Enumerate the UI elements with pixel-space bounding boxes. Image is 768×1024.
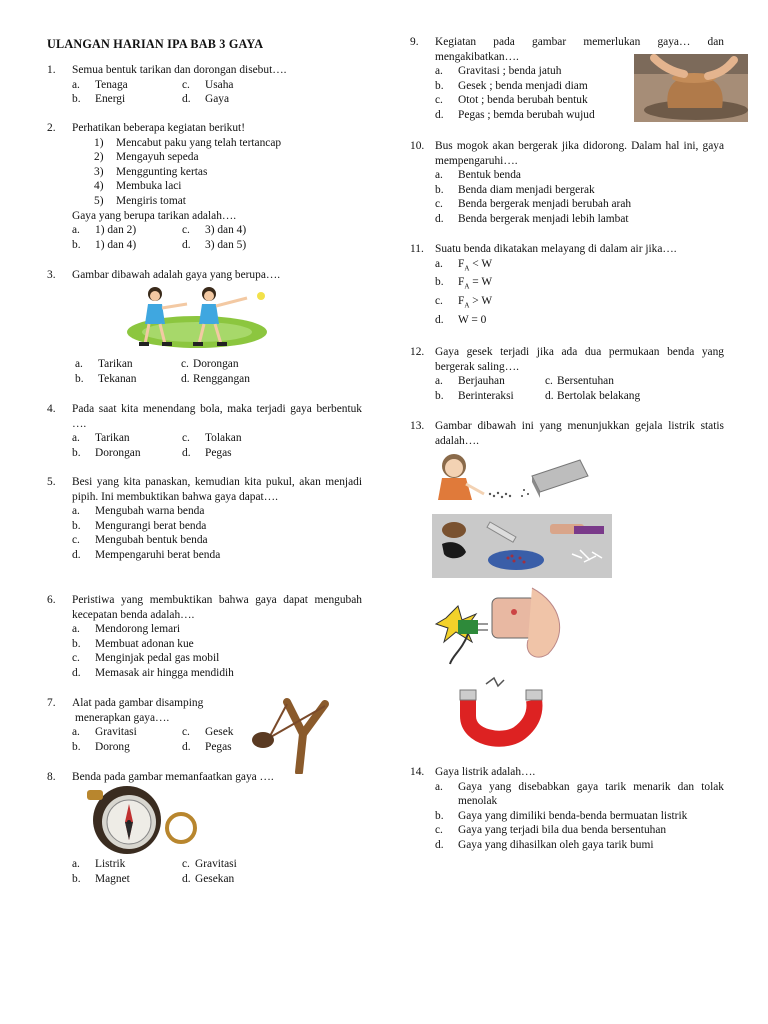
option-letter: a. [435,65,443,78]
option-letter: a. [435,257,443,270]
option-letter: b. [72,872,81,885]
option-letter: c. [182,78,190,91]
option-b: $F_A = W$ [458,276,493,291]
question-stem: Kegiatan pada gambar memerlukan gaya… dan mengakibatkan…. [435,36,724,63]
question-number: 7. [47,697,56,709]
option-a: Tenaga [95,78,128,91]
compass-image [79,784,201,856]
option-d: Pegas [205,446,232,459]
option-a: Gaya yang disebabkan gaya tarik menarik dan tolak menolak [458,780,724,808]
list-item: Menggunting kertas [116,165,208,178]
question-stem: Besi yang kita panaskan, kemudian kita pukul, akan menjadi pipih. Ini membuktikan bahwa gaya dapat…. [72,476,362,503]
question-6 [47,593,362,681]
option-c: 3) dan 4) [205,224,247,237]
electric-plug-image [432,584,572,668]
option-b: Dorongan [95,446,141,459]
option-letter: b. [435,389,444,402]
question-stem: Peristiwa yang membuktikan bahwa gaya dapat mengubah kecepatan benda adalah…. [72,594,362,621]
question-number: 6. [47,594,56,606]
question-number: 10. [410,140,425,152]
option-c: Bersentuhan [557,375,614,388]
option-letter: d. [435,314,444,327]
option-letter: a. [72,432,80,445]
option-b: Gaya yang dimiliki benda-benda bermuatan listrik [458,809,688,822]
option-c: Benda bergerak menjadi berubah arah [458,198,632,211]
option-b: Magnet [95,872,130,885]
option-a: Berjauhan [458,375,505,388]
list-item: Mengiris tomat [116,194,186,207]
question-stem: Gaya listrik adalah…. [435,766,536,778]
option-a: 1) dan 2) [95,224,137,237]
option-d: W = 0 [458,314,487,327]
option-letter: a. [435,169,443,182]
option-letter: c. [435,824,443,837]
question-stem: Perhatikan beberapa kegiatan berikut! [72,122,245,134]
option-a: Listrik [95,858,126,870]
comb-paper-image [432,514,612,578]
option-b: Energi [95,93,126,106]
question-1 [47,63,362,107]
option-b: Membuat adonan kue [95,637,194,650]
question-number: 12. [410,346,425,358]
option-d: Gaya [205,93,230,106]
question-prompt: Gaya yang berupa tarikan adalah…. [72,209,237,222]
option-c: Usaha [205,78,234,91]
question-stem: Gambar dibawah ini yang menunjukkan gejala listrik statis adalah…. [435,420,724,447]
option-letter: c. [182,432,190,445]
option-letter: c. [72,534,80,547]
option-letter: d. [72,666,81,679]
option-letter: a. [75,358,83,370]
option-c: Gaya yang terjadi bila dua benda bersentuhan [458,824,667,837]
option-c: Menginjak pedal gas mobil [95,652,220,665]
option-a: Mendorong lemari [95,623,181,636]
option-d: Benda bergerak menjadi lebih lambat [458,212,629,225]
option-letter: b. [72,93,81,106]
option-letter: b. [72,446,81,459]
question-stem: Semua bentuk tarikan dan dorongan disebut…. [72,64,287,76]
question-8 [47,770,362,785]
question-stem: Bus mogok akan bergerak jika didorong. Dalam hal ini, gaya mempengaruhi…. [435,140,724,167]
question-14 [410,765,724,853]
option-letter: a. [435,375,443,388]
question-stem: Gambar dibawah adalah gaya yang berupa…. [72,269,281,281]
option-a: Mengubah warna benda [95,505,205,518]
question-11 [410,242,724,328]
question-number: 4. [47,403,56,415]
question-number: 9. [410,36,419,48]
option-letter: c. [435,295,443,308]
question-13 [410,419,724,448]
option-letter: d. [435,838,444,851]
option-b: Tekanan [98,372,137,385]
option-letter: b. [72,238,81,251]
option-letter: d. [182,446,191,459]
question-10 [410,139,724,227]
option-letter: c. [545,375,553,388]
option-letter: b. [435,79,444,92]
option-letter: a. [72,726,80,739]
option-letter: c. [181,358,189,370]
option-letter: d. [182,238,191,251]
question-number: 8. [47,771,56,783]
option-a: Bentuk benda [458,169,521,182]
option-c: Mengubah bentuk benda [95,534,208,547]
page-title: ULANGAN HARIAN IPA BAB 3 GAYA [47,37,264,51]
option-letter: c. [435,94,443,107]
option-letter: b. [72,740,81,753]
question-stem: Pada saat kita menendang bola, maka terjadi gaya berbentuk …. [72,403,362,430]
option-letter: b. [75,372,84,385]
option-a: Gravitasi ; benda jatuh [458,65,562,78]
question-stem: Benda pada gambar memanfaatkan gaya …. [72,771,274,783]
option-c: $F_A > W$ [458,295,493,310]
item-number: 4) [94,180,104,193]
option-letter: d. [435,212,444,225]
option-a: $F_A < W$ [458,257,493,272]
option-letter: a. [72,505,80,518]
option-c: Otot ; benda berubah bentuk [458,94,588,107]
option-letter: b. [72,637,81,650]
option-letter: a. [72,224,80,237]
option-letter: c. [72,652,80,665]
option-letter: d. [182,740,191,753]
option-d: Mempengaruhi berat benda [95,548,221,561]
option-c: Dorongan [193,358,239,370]
option-b: Mengurangi berat benda [95,519,207,532]
option-d: Pegas ; bemda berubah wujud [458,108,595,121]
question-3-options [47,357,362,386]
question-2 [47,121,362,252]
question-stem-cont: menerapkan gaya…. [75,711,170,724]
question-number: 2. [47,122,56,134]
question-number: 13. [410,420,425,432]
question-8-options [47,857,362,886]
pottery-wheel-image [634,54,748,122]
item-number: 1) [94,136,104,149]
option-d: Pegas [205,740,232,753]
option-letter: d. [182,93,191,106]
item-number: 5) [94,194,104,207]
question-4 [47,402,362,460]
question-number: 1. [47,64,56,76]
option-letter: d. [545,389,554,402]
option-letter: a. [72,858,80,870]
option-d: Bertolak belakang [557,389,641,402]
option-letter: c. [182,224,190,237]
list-item: Mengayuh sepeda [116,151,199,164]
question-number: 11. [410,243,424,255]
option-b: Dorong [95,740,130,753]
option-letter: a. [435,780,443,793]
question-number: 3. [47,269,56,281]
option-d: 3) dan 5) [205,238,247,251]
option-letter: d. [181,372,190,385]
option-b: Berinteraksi [458,389,514,402]
option-d: Gaya yang dihasilkan oleh gaya tarik bumi [458,838,654,851]
option-a: Gravitasi [95,726,137,739]
option-a: Tarikan [98,358,133,370]
slingshot-image [247,694,357,774]
option-letter: b. [435,276,444,289]
question-stem: Suatu benda dikatakan melayang di dalam air jika…. [435,243,677,255]
option-c: Gesek [205,726,234,739]
option-letter: d. [435,108,444,121]
option-d: Renggangan [193,372,250,385]
option-letter: d. [182,872,191,885]
option-letter: b. [435,183,444,196]
option-letter: a. [72,623,80,636]
option-c: Gravitasi [195,858,237,870]
option-b: Benda diam menjadi bergerak [458,183,595,196]
option-letter: c. [182,726,190,739]
list-item: Membuka laci [116,180,182,193]
item-number: 3) [94,165,104,178]
question-5 [47,475,362,563]
option-letter: a. [72,78,80,91]
question-number: 14. [410,766,425,778]
option-c: Tolakan [205,432,242,445]
option-b: 1) dan 4) [95,238,137,251]
option-letter: b. [72,519,81,532]
option-d: Gesekan [195,872,235,885]
option-a: Tarikan [95,432,130,445]
question-number: 5. [47,476,56,488]
option-letter: b. [435,809,444,822]
question-stem: Gaya gesek terjadi jika ada dua permukaan benda yang bergerak saling…. [435,346,724,373]
question-12 [410,345,724,403]
option-d: Memasak air hingga mendidih [95,666,234,679]
horseshoe-magnet-image [432,676,576,748]
question-stem: Alat pada gambar disamping [72,697,204,709]
option-letter: c. [435,198,443,211]
option-letter: c. [182,858,190,870]
tug-of-war-kids-image [127,282,302,354]
item-number: 2) [94,151,104,164]
list-item: Mencabut paku yang telah tertancap [116,136,282,149]
option-b: Gesek ; benda menjadi diam [458,79,588,92]
question-3 [47,268,362,283]
child-magnet-image [432,450,592,506]
option-letter: d. [72,548,81,561]
